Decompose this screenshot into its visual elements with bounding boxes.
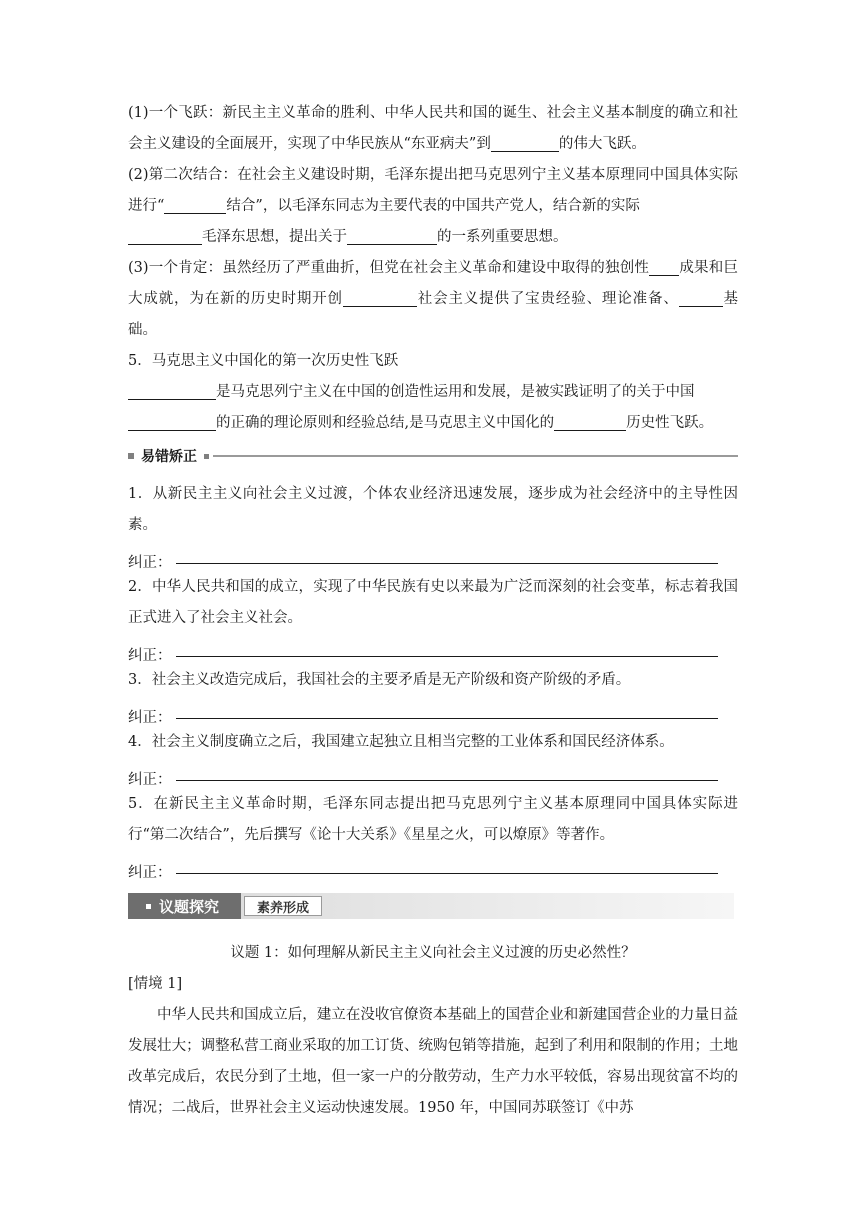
fill-item-1-text: (1)一个飞跃：新民主主义革命的胜利、中华人民共和国的诞生、社会主义基本制度的确立和社会主义建设的全面展开，实现了中华民族从“东亚病夫”到	[128, 105, 738, 152]
correction-line-2	[128, 634, 738, 665]
fix-label: 纠正：	[128, 865, 172, 881]
fill-item-1-end: 的伟大飞跃。	[558, 136, 646, 152]
fill-item-5-a: 是马克思列宁主义在中国的创造性运用和发展，是被实践证明了的关于中国	[216, 384, 695, 400]
scenario-label: [情境 1]	[128, 976, 183, 992]
fill-item-1	[128, 98, 738, 160]
banner-primary-tag	[128, 893, 241, 919]
fill-item-2	[128, 160, 738, 253]
blank-8[interactable]	[128, 381, 216, 400]
blank-3[interactable]	[128, 226, 202, 245]
fill-item-3-d: 基础。	[128, 291, 739, 338]
banner-secondary-text: 素养形成	[256, 900, 309, 916]
scenario-text: 中华人民共和国成立后，建立在没收官僚资本基础上的国营企业和新建国营企业的力量日益发展壮大；调整私营工商业采取的加工订货、统购包销等措施，起到了利用和限制的作用；土地改革完成后，农民分到了土地，但一家一户的分散劳动，生产力水平较低，容易出现贫富不均的情况；二战后，世界社会主义运动快速发展。1950 年，中国同苏联签订《中苏	[128, 1007, 738, 1116]
answer-line[interactable]	[176, 563, 719, 564]
answer-line[interactable]	[176, 656, 719, 657]
fix-label: 纠正：	[128, 772, 172, 788]
blank-2[interactable]	[164, 195, 226, 214]
banner-primary-text: 议题探究	[159, 897, 220, 916]
correction-item-5: 5．在新民主主义革命时期，毛泽东同志提出把马克思列宁主义基本原理同中国具体实际进行“第二次结合”，先后撰写《论十大关系》《星星之火，可以燎原》等著作。	[128, 796, 738, 843]
blank-4[interactable]	[347, 226, 437, 245]
correction-item-1: 1．从新民主主义向社会主义过渡，个体农业经济迅速发展，逐步成为社会经济中的主导性因素。	[128, 486, 738, 533]
section-banner	[128, 893, 734, 919]
fill-item-2-c: 毛泽东思想，提出关于	[202, 229, 347, 245]
fill-item-5-c: 历史性飞跃。	[626, 415, 714, 431]
fill-item-5-title: 5．马克思主义中国化的第一次历史性飞跃	[128, 353, 399, 369]
correction-item-2: 2．中华人民共和国的成立，实现了中华民族有史以来最为广泛而深刻的社会变革，标志着我国正式进入了社会主义社会。	[128, 579, 738, 626]
correction-item-3: 3．社会主义改造完成后，我国社会的主要矛盾是无产阶级和资产阶级的矛盾。	[128, 672, 631, 688]
correction-line-5	[128, 851, 738, 882]
issue-section	[128, 938, 738, 1124]
answer-line[interactable]	[176, 718, 719, 719]
blank-10[interactable]	[554, 412, 626, 431]
fix-label: 纠正：	[128, 710, 172, 726]
blank-9[interactable]	[128, 412, 216, 431]
section-heading-correction	[128, 443, 738, 469]
fill-item-3-a: (3)一个肯定：虽然经历了严重曲折，但党在社会主义革命和建设中取得的独创性	[128, 260, 650, 276]
correction-item-4: 4．社会主义制度确立之后，我国建立起独立且相当完整的工业体系和国民经济体系。	[128, 734, 674, 750]
fill-item-5-b: 的正确的理论原则和经验总结,是马克思主义中国化的	[216, 415, 555, 431]
section-heading-text: 易错矫正	[141, 449, 197, 465]
banner-secondary-tag	[244, 896, 322, 916]
fix-label: 纠正：	[128, 555, 172, 571]
divider-dot-icon	[204, 454, 209, 459]
fill-item-2-a: (2)第二次结合：在社会主义建设时期，毛泽东提出把马克思列宁主义基本原理同中国具体实际进行“	[128, 167, 738, 214]
blank-6[interactable]	[343, 288, 417, 307]
correction-line-4	[128, 758, 738, 789]
blank-7[interactable]	[679, 288, 723, 307]
divider-rule	[213, 455, 738, 457]
issue-title: 议题 1：如何理解从新民主主义向社会主义过渡的历史必然性？	[230, 945, 636, 961]
fill-item-3	[128, 253, 738, 346]
answer-line[interactable]	[176, 780, 719, 781]
fill-item-3-c: 社会主义提供了宝贵经验、理论准备、	[416, 291, 679, 307]
fill-item-2-d: 的一系列重要思想。	[437, 229, 568, 245]
correction-line-3	[128, 696, 738, 727]
fill-item-5	[128, 377, 738, 439]
blank-5[interactable]	[649, 257, 679, 276]
fill-item-2-b: 结合”，以毛泽东同志为主要代表的中国共产党人，结合新的实际	[226, 198, 640, 214]
blank-1[interactable]	[491, 133, 559, 152]
correction-line-1	[128, 541, 738, 572]
square-bullet-icon	[146, 904, 151, 909]
fill-item-3-b: 成果和巨大成就，为在新的历史时期开创	[128, 260, 738, 307]
answer-line[interactable]	[176, 873, 719, 874]
fix-label: 纠正：	[128, 648, 172, 664]
main-content	[128, 98, 738, 905]
square-bullet-icon	[128, 453, 134, 459]
